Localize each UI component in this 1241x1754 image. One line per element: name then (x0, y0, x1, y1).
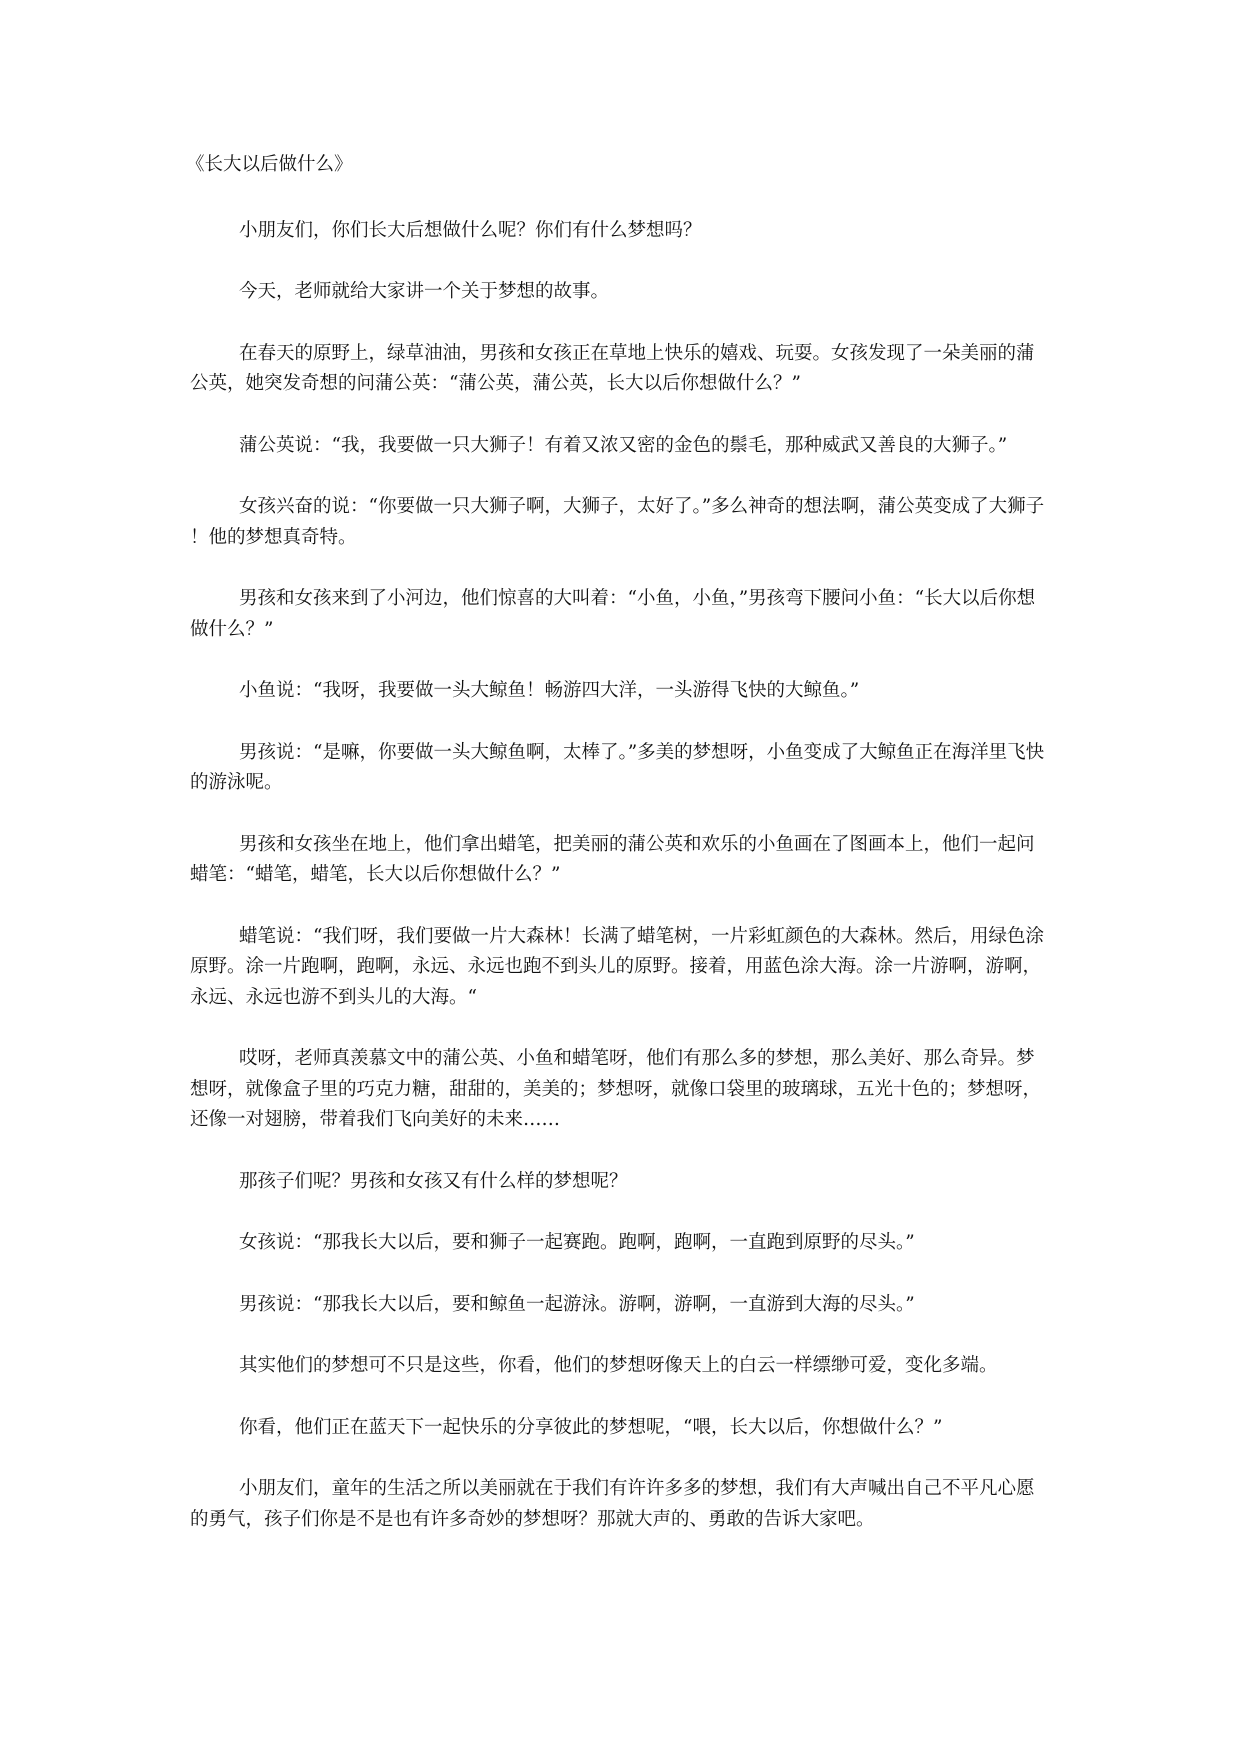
document-title: 《长大以后做什么》 (186, 154, 353, 175)
paragraph (190, 431, 1065, 462)
paragraph-line: 小朋友们，你们长大后想做什么呢？你们有什么梦想吗？ (239, 219, 702, 241)
paragraph-line: 想呀，就像盒子里的巧克力糖，甜甜的，美美的；梦想呀，就像口袋里的玻璃球，五光十色的；梦想呀， (190, 1078, 1042, 1100)
paragraph-line: 永远、永远也游不到头儿的大海。“ (190, 986, 477, 1008)
paragraph-line: 蜡笔：“蜡笔，蜡笔，长大以后你想做什么？” (190, 864, 561, 885)
paragraph-line: 女孩兴奋的说：“你要做一只大狮子啊，大狮子，太好了。”多么神奇的想法啊，蒲公英变成了大狮子 (239, 496, 1045, 517)
paragraph (190, 738, 1065, 799)
paragraph-line: 男孩和女孩来到了小河边，他们惊喜的大叫着：“小鱼，小鱼，”男孩弯下腰问小鱼：“长大以后你想 (239, 588, 1036, 609)
paragraph (190, 216, 1065, 247)
paragraph-line: 你看，他们正在蓝天下一起快乐的分享彼此的梦想呢，“喂，长大以后，你想做什么？” (239, 1416, 943, 1438)
paragraph (190, 584, 1065, 645)
paragraph (190, 676, 1065, 707)
paragraph (190, 277, 1065, 308)
paragraph (190, 339, 1065, 400)
paragraph-line: 公英，她突发奇想的问蒲公英：“蒲公英，蒲公英，长大以后你想做什么？” (190, 373, 801, 394)
paragraph-line: 女孩说：“那我长大以后，要和狮子一起赛跑。跑啊，跑啊，一直跑到原野的尽头。” (239, 1232, 915, 1253)
paragraph (190, 1044, 1065, 1136)
document-body (186, 150, 1065, 1566)
paragraph (190, 1228, 1065, 1259)
paragraph-line: 做什么？” (190, 618, 274, 640)
paragraph-line: 今天，老师就给大家讲一个关于梦想的故事。 (239, 281, 610, 302)
paragraph-line: ！他的梦想真奇特。 (190, 526, 357, 548)
paragraph (190, 1167, 1065, 1198)
paragraph-line: 的勇气，孩子们你是不是也有许多奇妙的梦想呀？那就大声的、勇敢的告诉大家吧。 (190, 1508, 875, 1530)
paragraph-line: 蒲公英说：“我，我要做一只大狮子！有着又浓又密的金色的鬃毛，那种威武又善良的大狮子。” (239, 434, 1008, 456)
paragraph-line: 原野。涂一片跑啊，跑啊，永远、永远也跑不到头儿的原野。接着，用蓝色涂大海。涂一片游啊，游啊， (190, 956, 1042, 977)
paragraph-line: 在春天的原野上，绿草油油，男孩和女孩正在草地上快乐的嬉戏、玩耍。女孩发现了一朵美丽的蒲 (239, 342, 1035, 364)
paragraph-list (190, 216, 1065, 1536)
paragraph (190, 1413, 1065, 1444)
paragraph (190, 1351, 1065, 1382)
paragraph (190, 492, 1065, 553)
paragraph-line: 的游泳呢。 (190, 772, 283, 793)
paragraph-line: 男孩和女孩坐在地上，他们拿出蜡笔，把美丽的蒲公英和欢乐的小鱼画在了图画本上，他们一起问 (239, 833, 1035, 855)
paragraph (190, 922, 1065, 1014)
paragraph-line: 蜡笔说：“我们呀，我们要做一片大森林！长满了蜡笔树，一片彩虹颜色的大森林。然后，用绿色涂 (239, 925, 1044, 947)
paragraph-line: 那孩子们呢？男孩和女孩又有什么样的梦想呢？ (239, 1170, 628, 1192)
paragraph-line: 还像一对翅膀，带着我们飞向美好的未来…… (190, 1109, 561, 1130)
paragraph (190, 1290, 1065, 1321)
paragraph-line: 小朋友们，童年的生活之所以美丽就在于我们有许许多多的梦想，我们有大声喊出自己不平凡心愿 (239, 1478, 1035, 1499)
paragraph (190, 1474, 1065, 1535)
paragraph (190, 830, 1065, 891)
paragraph-line: 男孩说：“那我长大以后，要和鲸鱼一起游泳。游啊，游啊，一直游到大海的尽头。” (239, 1293, 915, 1315)
paragraph-line: 其实他们的梦想可不只是这些，你看，他们的梦想呀像天上的白云一样缥缈可爱，变化多端。 (239, 1355, 998, 1376)
paragraph-line: 小鱼说：“我呀，我要做一头大鲸鱼！畅游四大洋，一头游得飞快的大鲸鱼。” (239, 680, 860, 701)
paragraph-line: 男孩说：“是嘛，你要做一头大鲸鱼啊，太棒了。”多美的梦想呀，小鱼变成了大鲸鱼正在海洋里飞快 (239, 741, 1045, 763)
paragraph-line: 哎呀，老师真羡慕文中的蒲公英、小鱼和蜡笔呀，他们有那么多的梦想，那么美好、那么奇异。梦 (239, 1048, 1035, 1069)
